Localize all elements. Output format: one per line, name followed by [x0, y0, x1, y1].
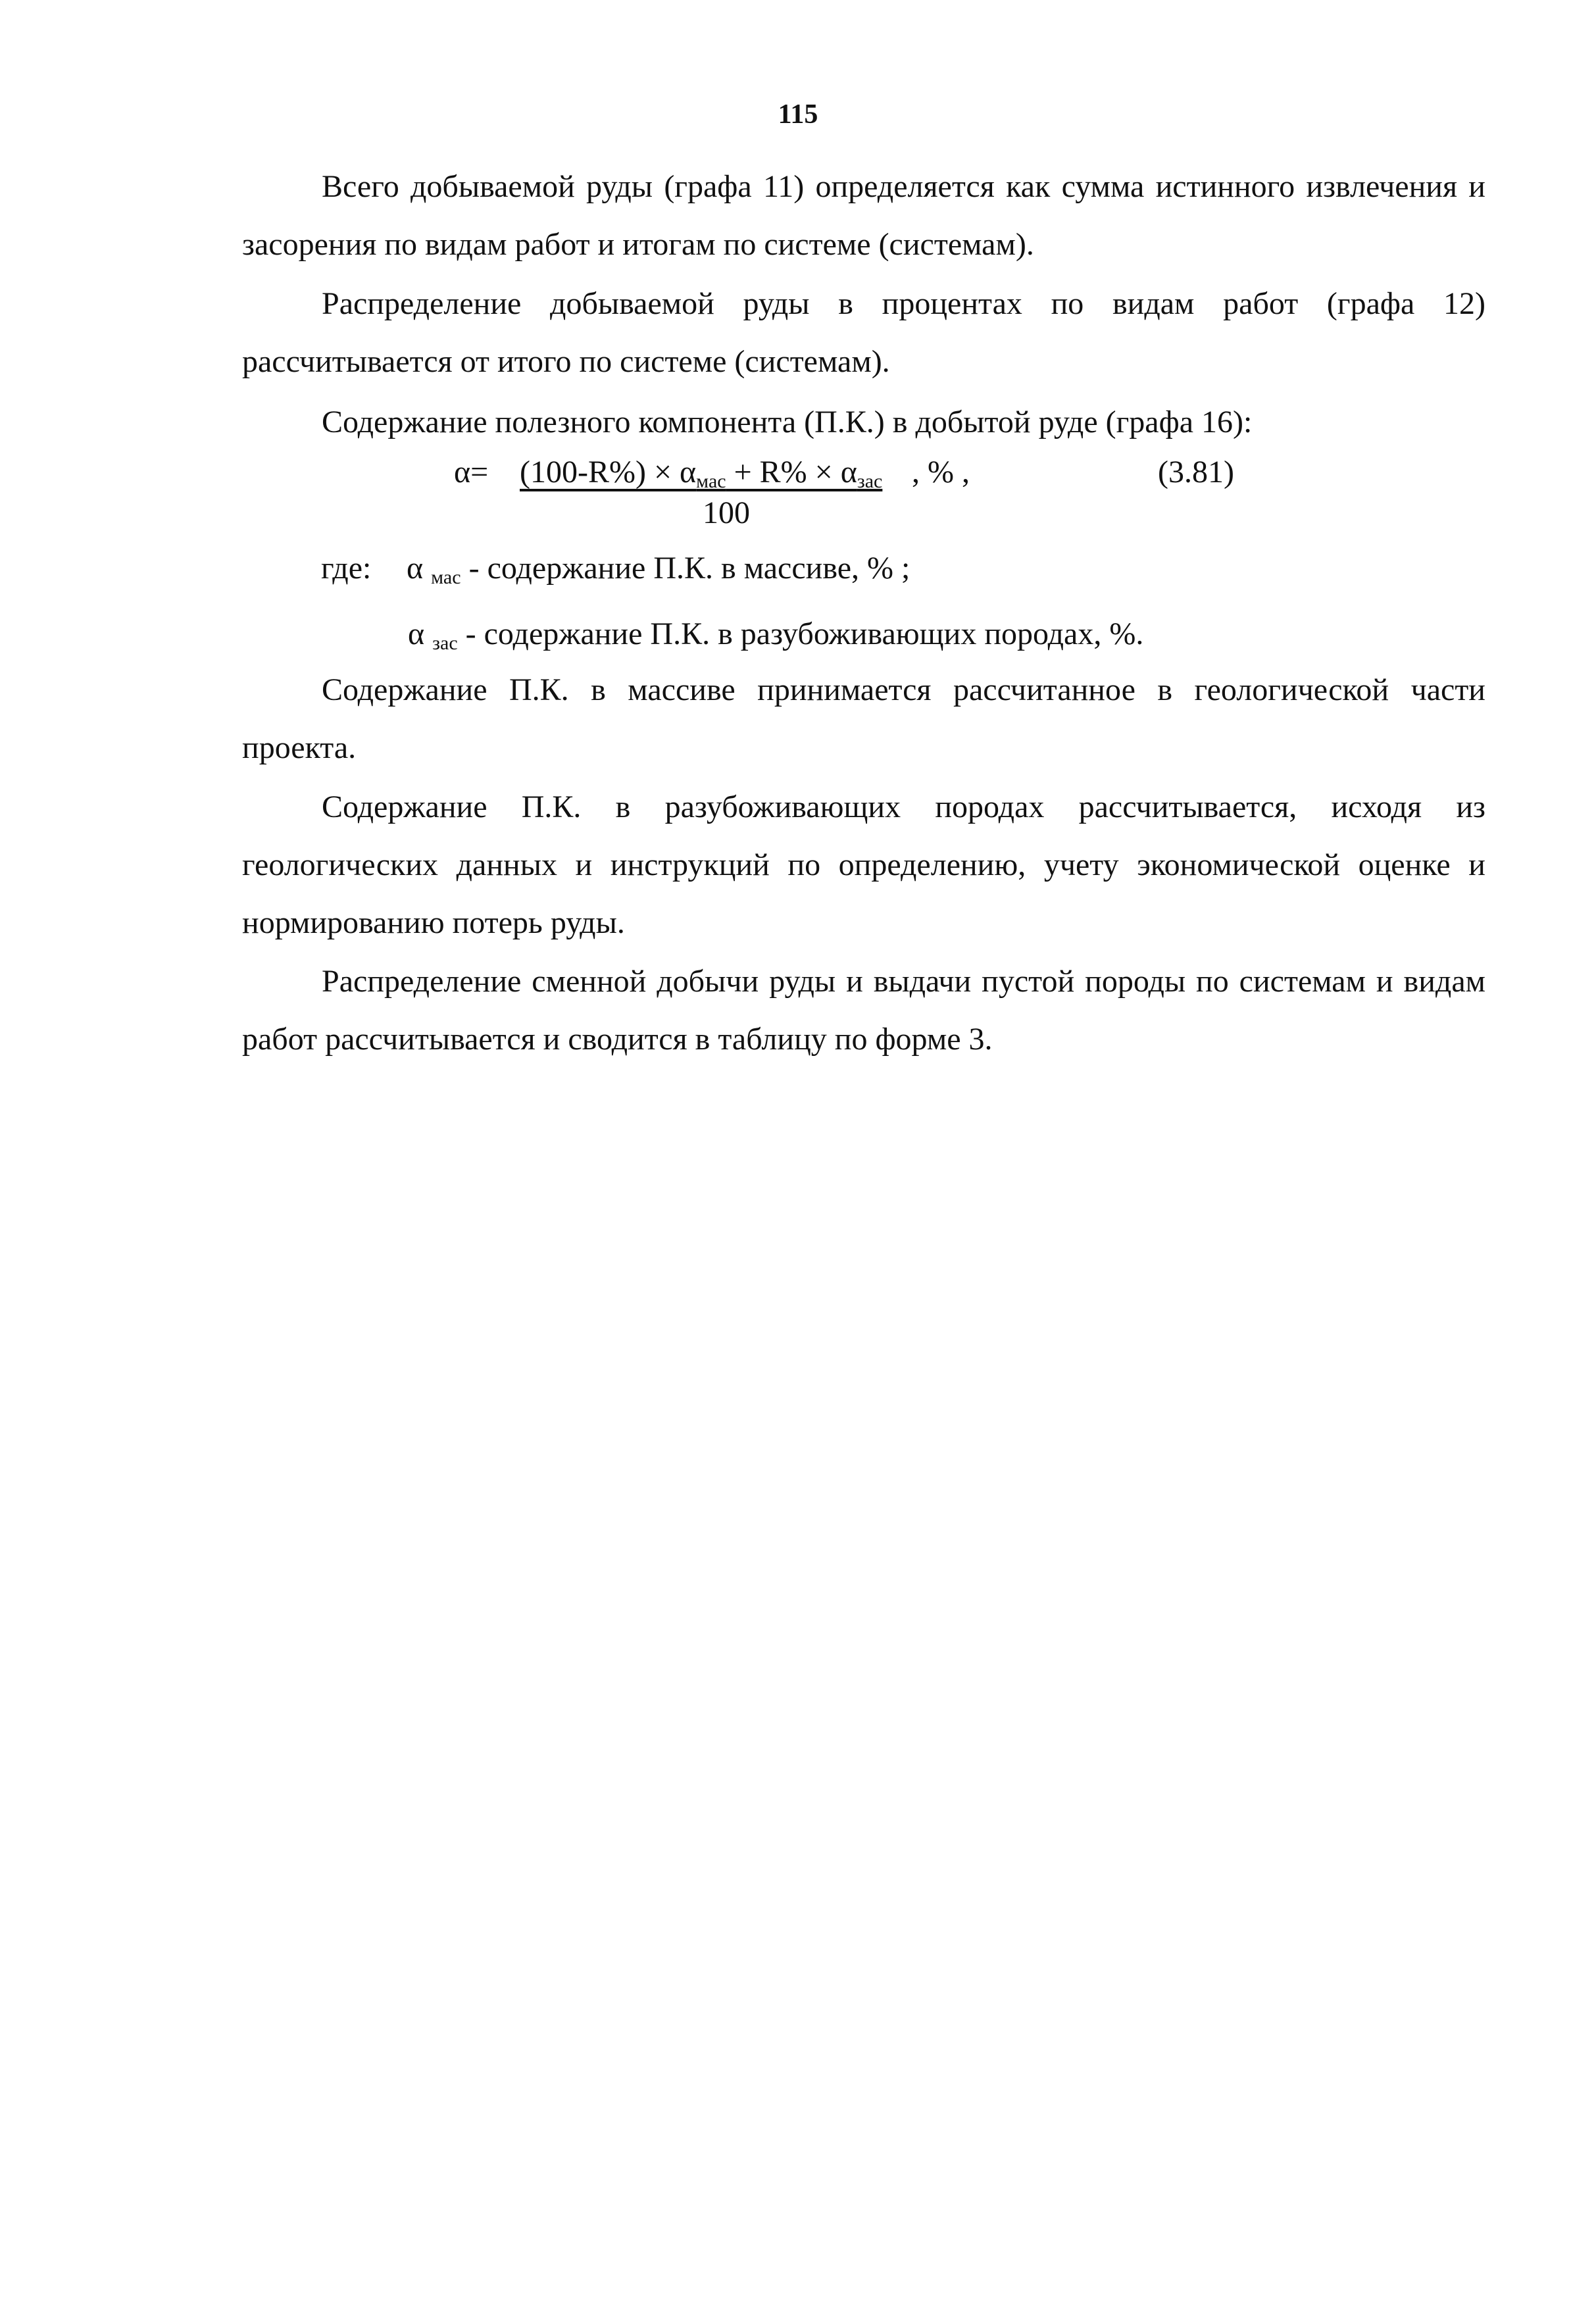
- page-number: 115: [778, 99, 818, 130]
- paragraph-4: Содержание П.К. в массиве принимается рассчитанное в геологической части проекта.: [242, 672, 1485, 765]
- formula-numerator: $(100-R\%) \times \alpha_{мас} + R\% \times \alpha_{зас}$: [520, 455, 883, 492]
- paragraph-5: Содержание П.К. в разубоживающих породах рассчитывается, исходя из геологических данных и инструкций по определению, учету экономической оценке и нормированию потерь руды.: [242, 789, 1485, 940]
- formula-number: (3.81): [1158, 455, 1234, 489]
- formula-denominator: 100: [703, 495, 750, 530]
- where-label: где:: [321, 551, 372, 586]
- where-line-2: α $_{зас}$ - содержание П.К. в разубоживающих породах, %.: [408, 616, 1144, 654]
- paragraph-6: Распределение сменной добычи руды и выдачи пустой породы по системам и видам работ рассчитывается и сводится в таблицу по форме 3.: [242, 964, 1485, 1057]
- formula-3-81: [0, 454, 1596, 539]
- paragraph-3: Содержание полезного компонента (П.К.) в добытой руде (графа 16):: [322, 405, 1253, 439]
- paragraph-1: Всего добываемой руды (графа 11) определяется как сумма истинного извлечения и засорения по видам работ и итогам по системе (системам).: [242, 169, 1485, 262]
- formula-unit: , % ,: [912, 455, 970, 489]
- paragraph-2: Распределение добываемой руды в процентах по видам работ (графа 12) рассчитывается от итого по системе (системам).: [242, 286, 1485, 379]
- formula-lhs: α=: [454, 455, 489, 489]
- where-line-1: где: α $_{мас}$ - содержание П.К. в массиве, % ;: [321, 539, 910, 607]
